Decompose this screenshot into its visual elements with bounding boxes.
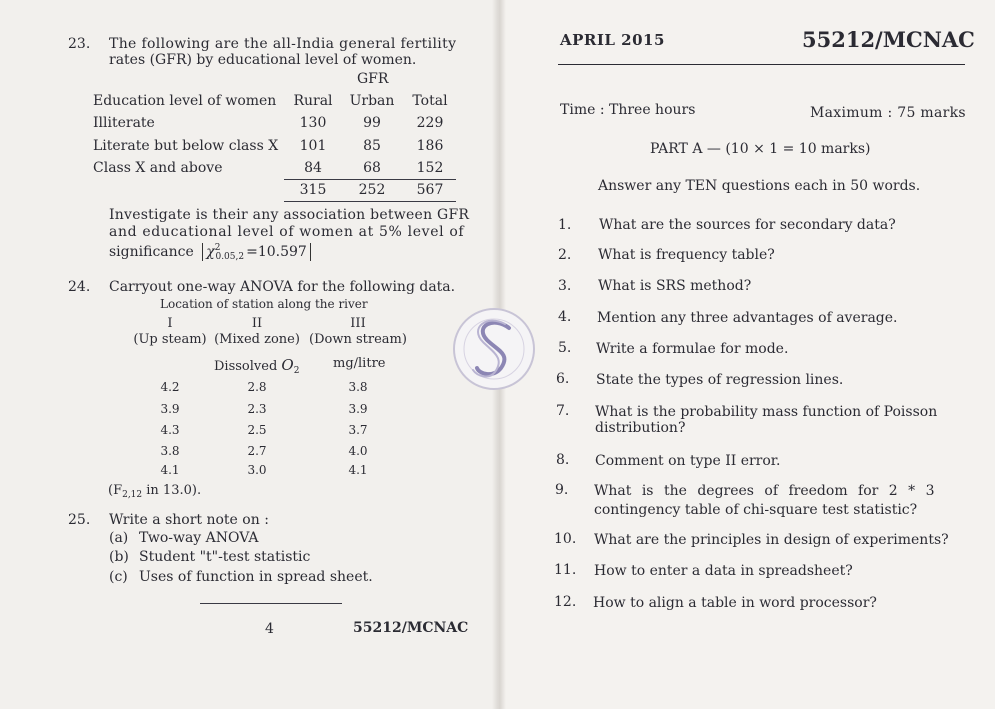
data-cell: 3.7 — [348, 423, 368, 437]
chi-sub: 0.05,2 — [215, 252, 245, 262]
zone-roman: III — [350, 316, 366, 331]
data-cell: 2.3 — [247, 402, 267, 416]
gfr-label: GFR — [357, 71, 389, 87]
question-number: 2. — [558, 247, 572, 263]
unit-label: mg/litre — [333, 356, 386, 371]
zone-name: (Up steam) — [133, 332, 207, 347]
table-cell-label: Illiterate — [93, 115, 155, 131]
header-rule — [558, 64, 965, 65]
end-rule — [200, 603, 342, 604]
chi-val: =10.597 — [246, 244, 307, 260]
question-number: 11. — [554, 562, 577, 578]
q23-line2: rates (GFR) by educational level of women. — [109, 52, 417, 68]
q25-number: 25. — [68, 512, 91, 528]
question-text: contingency table of chi-square test statistic? — [594, 502, 918, 518]
table-cell: 130 — [299, 115, 327, 131]
footer-code: 55212/MCNAC — [353, 620, 469, 636]
question-text: What are the sources for secondary data? — [599, 217, 896, 233]
question-text: How to align a table in word processor? — [593, 595, 877, 611]
question-number: 7. — [556, 403, 570, 419]
time-label: Time : Three hours — [560, 102, 696, 118]
data-cell: 2.7 — [247, 444, 267, 458]
exam-date: APRIL 2015 — [560, 31, 665, 49]
q25-item-label: (c) — [109, 569, 128, 585]
chi-square-value — [202, 243, 311, 261]
part-title: PART A — (10 × 1 = 10 marks) — [650, 141, 871, 157]
question-number: 10. — [554, 531, 577, 547]
table-cell: 101 — [299, 138, 327, 154]
f-note-post: in 13.0). — [142, 483, 202, 498]
question-number: 5. — [558, 340, 572, 356]
question-text: What is the degrees of freedom for 2 * 3 — [594, 483, 935, 499]
data-cell: 2.8 — [247, 380, 267, 394]
question-text: What is SRS method? — [598, 278, 752, 294]
question-number: 8. — [556, 452, 570, 468]
question-text: What is the probability mass function of Poisson — [595, 404, 938, 420]
table-cell: 186 — [416, 138, 444, 154]
table-rule-top — [284, 179, 456, 180]
question-number: 4. — [558, 309, 572, 325]
question-number: 3. — [558, 278, 572, 294]
question-text: distribution? — [595, 420, 686, 436]
f-note — [108, 483, 201, 500]
location-label: Location of station along the river — [160, 297, 368, 311]
data-cell: 2.5 — [247, 423, 267, 437]
table-cell: 68 — [363, 160, 381, 176]
question-text: What are the principles in design of experiments? — [594, 532, 949, 548]
table-header-total: Total — [412, 93, 448, 109]
table-cell: 99 — [363, 115, 381, 131]
question-text: How to enter a data in spreadsheet? — [594, 563, 853, 579]
data-cell: 4.3 — [160, 423, 180, 437]
max-marks: Maximum : 75 marks — [810, 105, 966, 121]
q25-item-label: (b) — [109, 549, 129, 565]
f-note-sub: 2,12 — [122, 490, 143, 500]
data-cell: 3.0 — [247, 463, 267, 477]
table-header-education: Education level of women — [93, 93, 277, 109]
question-text: Mention any three advantages of average. — [597, 310, 898, 326]
zone-name: (Mixed zone) — [214, 332, 300, 347]
q24-line1: Carryout one-way ANOVA for the following data. — [109, 279, 456, 295]
q23-question-line1: Investigate is their any association between GFR — [109, 207, 470, 223]
question-number: 1. — [558, 217, 572, 233]
oxygen-symbol: O — [281, 356, 294, 374]
zone-roman: I — [167, 316, 173, 331]
table-cell-label: Literate but below class X — [93, 138, 279, 154]
data-cell: 3.9 — [348, 402, 368, 416]
table-cell-label: Class X and above — [93, 160, 223, 176]
table-header-urban: Urban — [349, 93, 395, 109]
data-cell: 3.8 — [348, 380, 368, 394]
header-code: 55212/MCNAC — [802, 27, 975, 52]
right-page — [498, 0, 995, 709]
question-text: Comment on type II error. — [595, 453, 781, 469]
question-text: State the types of regression lines. — [596, 372, 844, 388]
data-cell: 4.1 — [348, 463, 368, 477]
q23-question-line3 — [109, 243, 311, 262]
question-number: 9. — [555, 482, 569, 498]
zone-name: (Down stream) — [309, 332, 407, 347]
q24-number: 24. — [68, 279, 91, 295]
watermark-logo-icon — [449, 298, 539, 400]
question-number: 6. — [556, 371, 570, 387]
q25-line1: Write a short note on : — [109, 512, 269, 528]
table-cell: 84 — [304, 160, 322, 176]
data-cell: 4.0 — [348, 444, 368, 458]
oxygen-sub: 2 — [293, 366, 300, 376]
table-total-cell: 252 — [358, 182, 386, 198]
table-cell: 229 — [416, 115, 444, 131]
dissolved-text: Dissolved — [214, 359, 278, 374]
q23-question-line2: and educational level of women at 5% level of — [109, 224, 465, 240]
question-text: Write a formulae for mode. — [596, 341, 789, 357]
question-text: What is frequency table? — [598, 247, 775, 263]
q25-item-text: Uses of function in spread sheet. — [139, 569, 373, 585]
data-cell: 3.9 — [160, 402, 180, 416]
data-cell: 4.2 — [160, 380, 180, 394]
q23-number: 23. — [68, 36, 91, 52]
page-number: 4 — [265, 621, 274, 637]
table-rule-bottom — [284, 201, 456, 202]
data-cell: 3.8 — [160, 444, 180, 458]
zone-roman: II — [251, 316, 263, 331]
q23-line1: The following are the all-India general fertility — [109, 36, 457, 52]
chi-sup: 2 — [214, 243, 221, 253]
q25-item-label: (a) — [109, 530, 129, 546]
question-number: 12. — [554, 594, 577, 610]
f-note-pre: (F — [108, 483, 123, 498]
table-total-cell: 315 — [299, 182, 327, 198]
table-header-rural: Rural — [293, 93, 333, 109]
table-cell: 85 — [363, 138, 381, 154]
significance-text: significance — [109, 244, 194, 260]
q25-item-text: Student "t"-test statistic — [139, 549, 311, 565]
data-cell: 4.1 — [160, 463, 180, 477]
table-total-cell: 567 — [416, 182, 444, 198]
dissolved-label — [214, 356, 299, 376]
instruction: Answer any TEN questions each in 50 words. — [598, 178, 921, 194]
q25-item-text: Two-way ANOVA — [139, 530, 259, 546]
chi-symbol: χ — [206, 244, 215, 260]
table-cell: 152 — [416, 160, 444, 176]
